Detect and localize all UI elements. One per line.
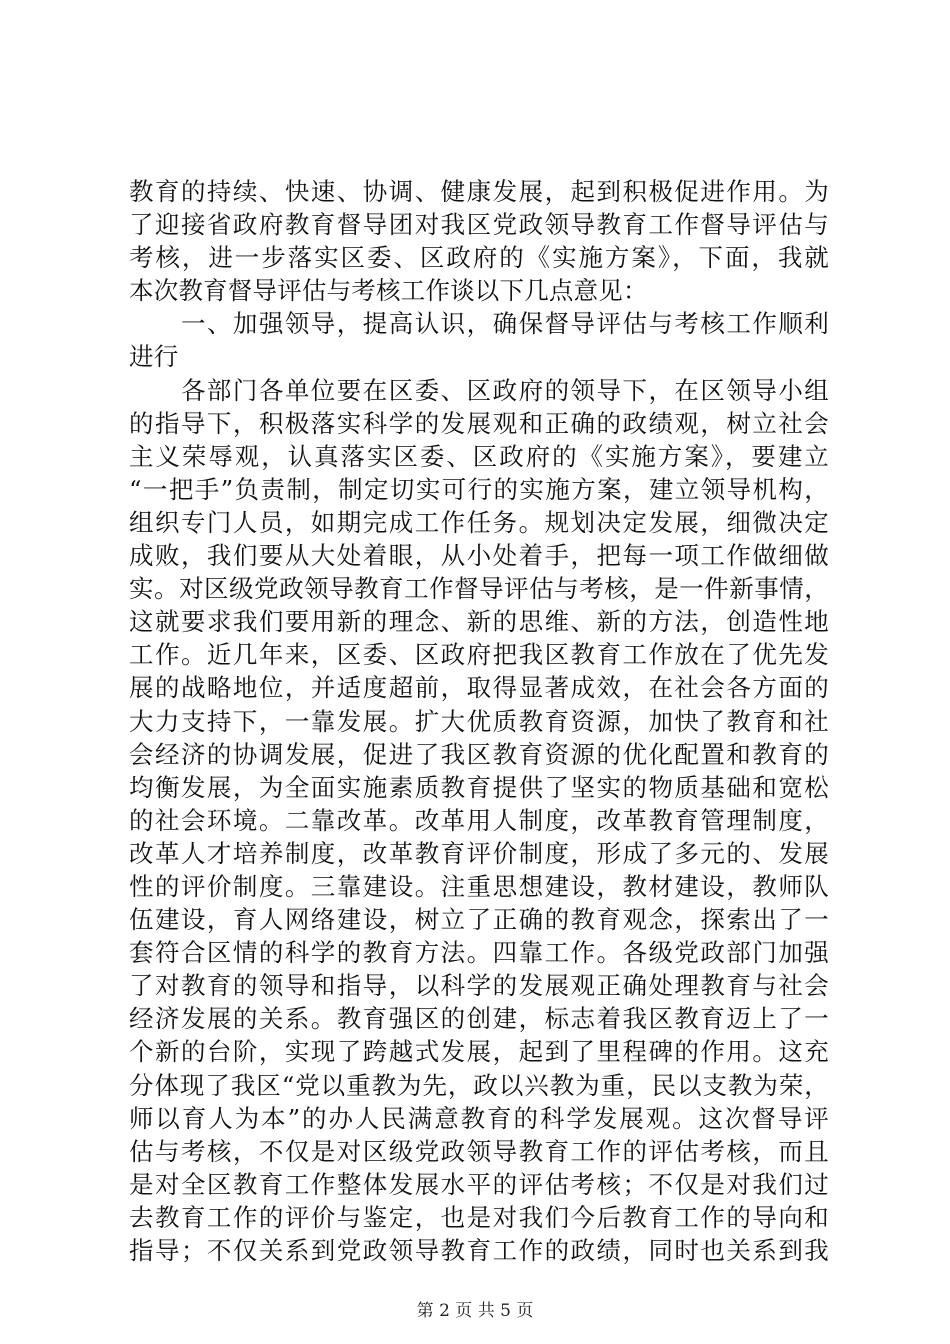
section-heading-line: 进行 [129, 342, 179, 372]
body-text [129, 175, 829, 1267]
text-line: 师以育人为本”的办人民满意教育的科学发展观。这次督导评 [129, 1103, 829, 1133]
text-line: 工作。近几年来，区委、区政府把我区教育工作放在了优先发 [129, 640, 829, 670]
text-line: 本次教育督导评估与考核工作谈以下几点意见： [129, 276, 648, 306]
text-line: 这就要求我们要用新的理念、新的思维、新的方法，创造性地 [129, 607, 829, 637]
text-line: 伍建设，育人网络建设，树立了正确的教育观念，探索出了一 [129, 905, 829, 935]
text-line: 的指导下，积极落实科学的发展观和正确的政绩观，树立社会 [129, 408, 829, 438]
text-line: 均衡发展，为全面实施素质教育提供了坚实的物质基础和宽松 [129, 772, 829, 802]
text-line: 的社会环境。二靠改革。改革用人制度，改革教育管理制度， [129, 805, 829, 835]
text-line: 去教育工作的评价与鉴定，也是对我们今后教育工作的导向和 [129, 1202, 829, 1232]
text-line: 估与考核，不仅是对区级党政领导教育工作的评估考核，而且 [129, 1136, 829, 1166]
text-line: 是对全区教育工作整体发展水平的评估考核；不仅是对我们过 [129, 1169, 829, 1199]
text-line: 展的战略地位，并适度超前，取得显著成效，在社会各方面的 [129, 673, 829, 703]
text-line: 套符合区情的科学的教育方法。四靠工作。各级党政部门加强 [129, 938, 829, 968]
text-line: 了对教育的领导和指导，以科学的发展观正确处理教育与社会 [129, 971, 829, 1001]
text-line: 性的评价制度。三靠建设。注重思想建设，教材建设，教师队 [129, 871, 829, 901]
text-line: 组织专门人员，如期完成工作任务。规划决定发展，细微决定 [129, 507, 829, 537]
text-line: 大力支持下，一靠发展。扩大优质教育资源，加快了教育和社 [129, 706, 829, 736]
text-line: 改革人才培养制度，改革教育评价制度，形成了多元的、发展 [129, 838, 829, 868]
text-line: “一把手”负责制，制定切实可行的实施方案，建立领导机构， [129, 474, 829, 504]
text-line: 教育的持续、快速、协调、健康发展，起到积极促进作用。为 [129, 177, 829, 206]
text-line: 主义荣辱观，认真落实区委、区政府的《实施方案》，要建立 [129, 441, 829, 471]
text-line: 实。对区级党政领导教育工作督导评估与考核，是一件新事情， [129, 574, 829, 604]
text-line: 成败，我们要从大处着眼，从小处着手，把每一项工作做细做 [129, 541, 829, 571]
page-footer [0, 1300, 950, 1322]
text-line: 各部门各单位要在区委、区政府的领导下，在区领导小组 [129, 375, 829, 405]
text-line: 个新的台阶，实现了跨越式发展，起到了里程碑的作用。这充 [129, 1037, 829, 1067]
text-line: 会经济的协调发展，促进了我区教育资源的优化配置和教育的 [129, 739, 829, 769]
section-heading-line: 一、加强领导，提高认识，确保督导评估与考核工作顺利 [129, 309, 829, 339]
text-line: 指导；不仅关系到党政领导教育工作的政绩，同时也关系到我 [129, 1236, 829, 1265]
text-line: 考核，进一步落实区委、区政府的《实施方案》，下面，我就 [129, 243, 829, 273]
text-line: 经济发展的关系。教育强区的创建，标志着我区教育迈上了一 [129, 1004, 829, 1034]
text-line: 了迎接省政府教育督导团对我区党政领导教育工作督导评估与 [129, 210, 829, 240]
page-number-label: 第 2 页 共 5 页 [416, 1301, 534, 1321]
text-line: 分体现了我区“党以重教为先，政以兴教为重，民以支教为荣， [129, 1070, 829, 1100]
